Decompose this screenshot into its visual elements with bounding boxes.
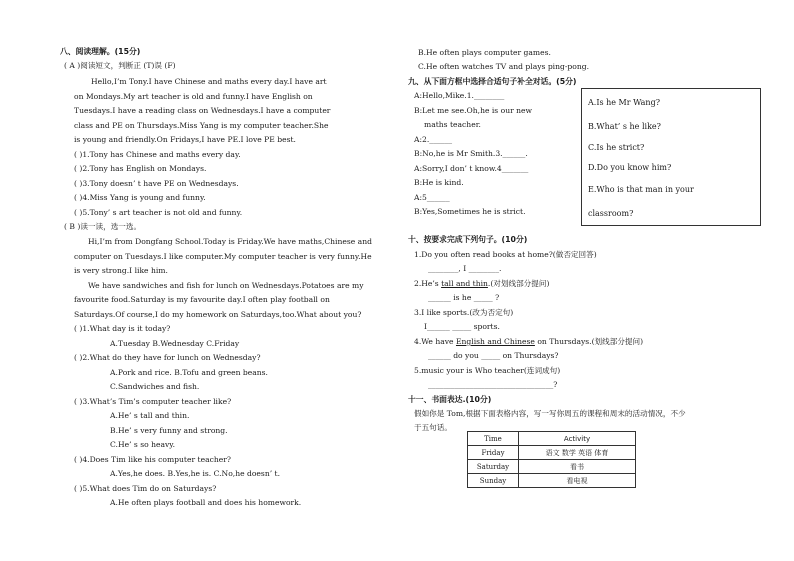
table-row — [468, 460, 636, 474]
task-3-answer: I______ _____ sports. — [424, 322, 500, 331]
question-b1: ( )1.What day is it today? — [74, 324, 171, 333]
part-b-title: ( B )读一读，选一选。 — [64, 222, 142, 231]
question-b3: ( )3.What’s Tim’s computer teacher like? — [74, 397, 232, 406]
table-cell-activity: 语文 数学 英语 体育 — [519, 446, 636, 460]
schedule-table — [467, 431, 636, 488]
question-a2: ( )2.Tony has English on Mondays. — [74, 164, 207, 173]
table-cell-time: Friday — [468, 446, 519, 460]
dialog-line: A:5______ — [414, 193, 450, 202]
task-4 — [414, 337, 643, 346]
dialog-line: B:He is kind. — [414, 178, 464, 187]
option-c: C.Is he strict? — [588, 143, 645, 152]
question-a5: ( )5.Tony’ s art teacher is not old and funny. — [74, 208, 243, 217]
task-4-suffix: on Thursdays.(划线部分提问) — [534, 337, 644, 346]
dialog-line: B:Let me see.Oh,he is our new — [414, 106, 533, 115]
task-5-answer: _________________________________? — [428, 380, 558, 389]
table-row — [468, 432, 636, 446]
table-header-time: Time — [468, 432, 519, 446]
task-4-answer: ______ do you _____ on Thursdays? — [428, 351, 559, 360]
question-b3-option-a: A.He’ s tall and thin. — [110, 411, 190, 420]
option-a: A.Is he Mr Wang? — [588, 98, 660, 107]
section-11-title: 十一、书面表达.(10分) — [408, 395, 492, 404]
part-a-title: ( A )阅读短文，判断正 (T)误 (F) — [64, 61, 176, 70]
question-b4-options: A.Yes,he does. B.Yes,he is. C.No,he doesn’ t. — [110, 469, 280, 478]
question-b1-options: A.Tuesday B.Wednesday C.Friday — [110, 339, 240, 348]
question-b2-options: A.Pork and rice. B.Tofu and green beans. — [110, 368, 268, 377]
section-10-title: 十、按要求完成下列句子。(10分) — [408, 235, 528, 244]
passage-b-line: Hi,I’m from Dongfang School.Today is Friday.We have maths,Chinese and — [88, 237, 372, 246]
passage-a-line: on Mondays.My art teacher is old and funny.I have English on — [74, 92, 313, 101]
question-b2: ( )2.What do they have for lunch on Wednesday? — [74, 353, 261, 362]
passage-a-line: Tuesdays.I have a reading class on Wednesdays.I have a computer — [74, 106, 331, 115]
passage-a-line: Hello,I’m Tony.I have Chinese and maths every day.I have art — [91, 77, 327, 86]
table-header-activity: Activity — [519, 432, 636, 446]
passage-b-line: is very strong.I like him. — [74, 266, 168, 275]
question-b5-option-c: C.He often watches TV and plays ping-pong. — [418, 62, 590, 71]
question-b5-option-a: A.He often plays football and does his homework. — [110, 498, 302, 507]
dialog-line: maths teacher. — [424, 120, 481, 129]
options-box — [581, 88, 761, 226]
dialog-line: B:Yes,Sometimes he is strict. — [414, 207, 526, 216]
task-5: 5.music your is Who teacher(连词成句) — [414, 366, 561, 375]
dialog-line: B:No,he is Mr Smith.3.______. — [414, 149, 528, 158]
passage-b-line: Saturdays.Of course,I do my homework on Saturdays,too.What about you? — [74, 310, 362, 319]
question-b3-option-c: C.He’ s so heavy. — [110, 440, 175, 449]
writing-instruction: 假如你是 Tom,根据下面表格内容，写一写你周五的课程和周末的活动情况，不少 — [414, 409, 686, 418]
option-e-line1: E.Who is that man in your — [588, 185, 694, 194]
table-cell-activity: 看电视 — [519, 474, 636, 488]
task-2-prefix: 2.He’s — [414, 279, 442, 288]
task-3: 3.I like sports.(改为否定句) — [414, 308, 514, 317]
dialog-line: A:2.______ — [414, 135, 453, 144]
task-4-prefix: 4.We have — [414, 337, 456, 346]
question-b5-option-b: B.He often plays computer games. — [418, 48, 551, 57]
question-b5: ( )5.What does Tim do on Saturdays? — [74, 484, 217, 493]
question-a1: ( )1.Tony has Chinese and maths every day. — [74, 150, 241, 159]
task-2-underlined: tall and thin — [441, 279, 488, 288]
passage-a-line: is young and friendly.On Fridays,I have PE.I love PE best. — [74, 135, 296, 144]
section-9-title: 九、从下面方框中选择合适句子补全对话。(5分) — [408, 77, 577, 86]
table-row — [468, 446, 636, 460]
question-a4: ( )4.Miss Yang is young and funny. — [74, 193, 206, 202]
task-1: 1.Do you often read books at home?(做否定回答) — [414, 250, 597, 259]
dialog-line: A:Hello,Mike.1.________ — [414, 91, 505, 100]
task-2-answer: ______ is he _____ ? — [428, 293, 500, 302]
table-cell-activity: 看书 — [519, 460, 636, 474]
passage-b-line: computer on Tuesdays.I like computer.My computer teacher is very funny.He — [74, 252, 372, 261]
table-cell-time: Sunday — [468, 474, 519, 488]
dialog-line: A:Sorry,I don’ t know.4_______ — [414, 164, 529, 173]
passage-a-line: class and PE on Thursdays.Miss Yang is my computer teacher.She — [74, 121, 329, 130]
task-2-suffix: .(对划线部分提问) — [487, 279, 550, 288]
writing-instruction-cont: 于五句话。 — [414, 423, 452, 432]
task-4-underlined: English and Chinese — [455, 337, 535, 346]
passage-b-line: favourite food.Saturday is my favourite day.I often play football on — [74, 295, 330, 304]
section-8-title: 八、阅读理解。(15分) — [60, 47, 141, 56]
option-e-line2: classroom? — [588, 209, 634, 218]
option-d: D.Do you know him? — [588, 163, 672, 172]
question-b2-option-c: C.Sandwiches and fish. — [110, 382, 200, 391]
passage-b-line: We have sandwiches and fish for lunch on Wednesdays.Potatoes are my — [88, 281, 364, 290]
question-b4: ( )4.Does Tim like his computer teacher? — [74, 455, 231, 464]
task-2 — [414, 279, 549, 288]
question-b3-option-b: B.He’ s very funny and strong. — [110, 426, 228, 435]
task-1-answer: ________, I ________. — [428, 264, 502, 273]
option-b: B.What’ s he like? — [588, 122, 661, 131]
table-row — [468, 474, 636, 488]
question-a3: ( )3.Tony doesn’ t have PE on Wednesdays. — [74, 179, 239, 188]
table-cell-time: Saturday — [468, 460, 519, 474]
